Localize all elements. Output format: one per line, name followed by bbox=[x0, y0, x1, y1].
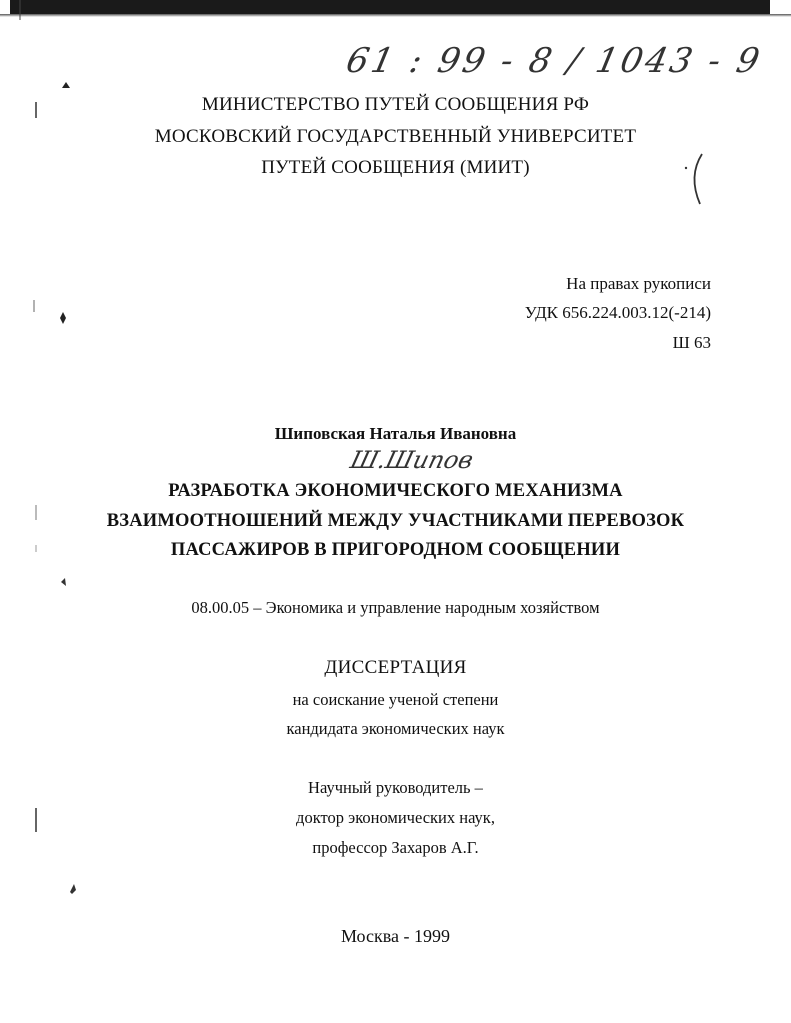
title-line-1: РАЗРАБОТКА ЭКОНОМИЧЕСКОГО МЕХАНИЗМА bbox=[168, 481, 623, 501]
supervisor-degree: доктор экономических наук, bbox=[296, 808, 495, 827]
signature-ink bbox=[347, 440, 490, 480]
supervisor-label: Научный руководитель – bbox=[308, 778, 483, 797]
title-line-2: ВЗАИМООТНОШЕНИЙ МЕЖДУ УЧАСТНИКАМИ ПЕРЕВОЗОК bbox=[106, 511, 685, 531]
library-index: Ш 63 bbox=[672, 333, 711, 352]
ministry-line-1: МИНИСТЕРСТВО ПУТЕЙ СООБЩЕНИЯ РФ bbox=[201, 94, 590, 115]
title-line-3: ПАССАЖИРОВ В ПРИГОРОДНОМ СООБЩЕНИИ bbox=[170, 540, 621, 560]
specialty-code: 08.00.05 – Экономика и управление народным хозяйством bbox=[191, 598, 600, 617]
udk-code: УДК 656.224.003.12(-214) bbox=[524, 303, 711, 322]
archive-number-ink bbox=[342, 28, 766, 88]
ministry-line-2: МОСКОВСКИЙ ГОСУДАРСТВЕННЫЙ УНИВЕРСИТЕТ bbox=[154, 126, 637, 147]
dissertation-heading: ДИССЕРТАЦИЯ bbox=[324, 657, 467, 678]
ministry-line-3: ПУТЕЙ СООБЩЕНИЯ (МИИТ) bbox=[261, 157, 530, 178]
author-signature bbox=[347, 440, 490, 480]
author-name: Шиповская Наталья Ивановна bbox=[274, 424, 517, 443]
archive-number-handwritten bbox=[342, 28, 766, 88]
degree-line-2: кандидата экономических наук bbox=[286, 719, 505, 738]
city-year: Москва - 1999 bbox=[341, 926, 450, 946]
degree-line-1: на соискание ученой степени bbox=[292, 690, 499, 709]
svg-text:Ш.Шипов: Ш.Шипов bbox=[347, 445, 477, 474]
svg-text:61 : 99 - 8 / 1043 - 9: 61 : 99 - 8 / 1043 - 9 bbox=[342, 41, 766, 81]
manuscript-rights: На правах рукописи bbox=[566, 274, 711, 293]
supervisor-name: профессор Захаров А.Г. bbox=[312, 838, 479, 857]
